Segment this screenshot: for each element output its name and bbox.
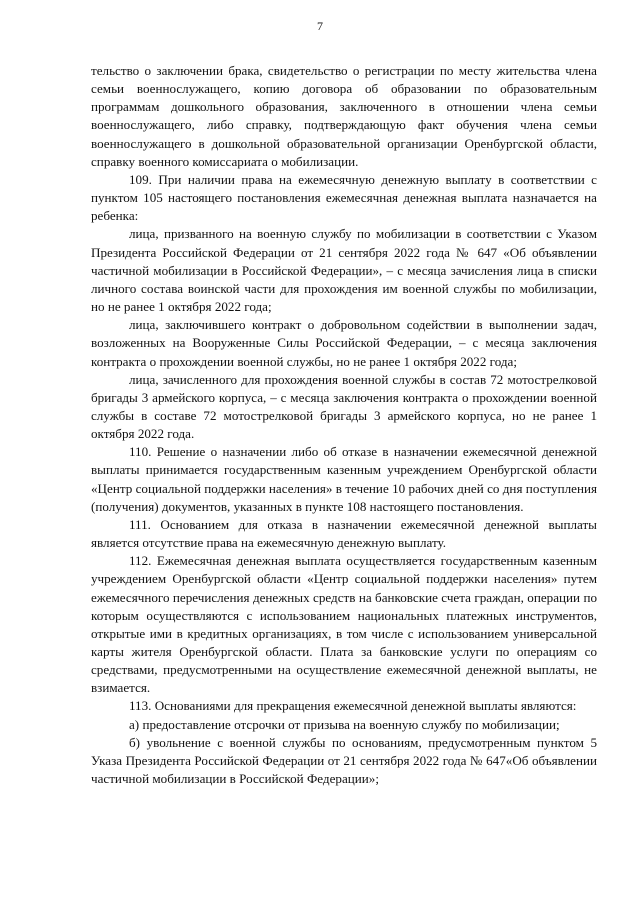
paragraph-113: 113. Основаниями для прекращения ежемесячной денежной выплаты являются: (129, 698, 577, 714)
paragraph-documents-list-continuation: тельство о заключении брака, свидетельство о регистрации по месту жительства члена семьи военнослужащего, копию договора об образовании по образовательным программам дошкольного образования, заключенного в отношении члена семьи военнослужащего, либо справку, подтверждающую факт обучения члена семьи военнослужащего в дошкольной образовательной организации Оренбургской области, справку военного комиссариата о мобилизации. (91, 63, 597, 169)
page-number: 7 (317, 19, 323, 33)
paragraph-109: 109. При наличии права на ежемесячную денежную выплату в соответствии с пунктом 105 настоящего постановления ежемесячная денежная выплата назначается на ребенка: (91, 171, 597, 224)
paragraph-111: 111. Основанием для отказа в назначении ежемесячной денежной выплаты является отсутствие права на ежемесячную денежную выплату. (91, 516, 597, 551)
paragraph-112: 112. Ежемесячная денежная выплата осуществляется государственным казенным учреждением Оренбургской области «Центр социальной поддержки населения» путем ежемесячного перечисления денежных средств на банковские счета граждан, операции по которым осуществляются с использованием национальных платежных инструментов, открытые ими в кредитных организациях, в том числе с использованием универсальной карты жителя Оренбургской области. Плата за банковские услуги по операциям со средствами, предусмотренными на осуществление ежемесячной денежной выплаты, не взимается. (91, 553, 597, 696)
paragraph-109-brigade-72: лица, зачисленного для прохождения военной службы в состав 72 мотострелковой бригады 3 армейского корпуса, – с месяца заключения контракта о прохождении военной службы в составе 72 мотострелковой бригады 3 армейского корпуса, но не ранее 1 октября 2022 года. (91, 371, 597, 442)
paragraph-109-contract-volunteer: лица, заключившего контракт о добровольном содействии в выполнении задач, возложенных на Вооруженные Силы Российской Федерации, – с месяца заключения контракта о прохождении военной службы, но не ранее 1 октября 2022 года; (91, 317, 597, 369)
paragraph-110: 110. Решение о назначении либо об отказе в назначении ежемесячной денежной выплаты принимается государственным казенным учреждением Оренбургской области «Центр социальной поддержки населения» в течение 10 рабочих дней со дня поступления (получения) документов, указанных в пункте 108 настоящего постановления. (91, 444, 597, 514)
paragraph-113-item-b: б) увольнение с военной службы по основаниям, предусмотренным пунктом 5 Указа Президента Российской Федерации от 21 сентября 2022 года № 647«Об объявлении частичной мобилизации в Российской Федерации»; (91, 734, 597, 787)
paragraph-109-mobilized-person: лица, призванного на военную службу по мобилизации в соответствии с Указом Президента Российской Федерации от 21 сентября 2022 года № 647 «Об объявлении частичной мобилизации в Российской Федерации», – с месяца зачисления лица в списки личного состава воинской части для прохождения им военной службы по мобилизации, но не ранее 1 октября 2022 года; (91, 226, 597, 315)
paragraph-113-item-a: а) предоставление отсрочки от призыва на военную службу по мобилизации; (129, 716, 560, 732)
document-body (91, 62, 597, 788)
